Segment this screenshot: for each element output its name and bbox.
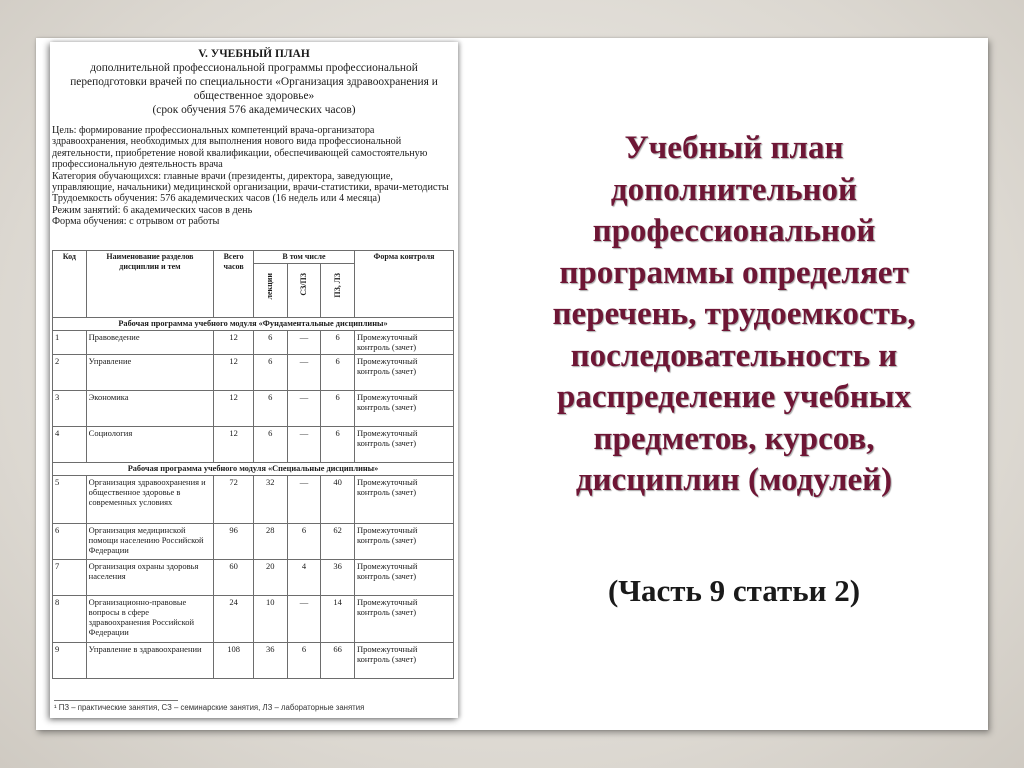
cell-seminars: — (287, 596, 321, 643)
module-title: Рабочая программа учебного модуля «Фундаментальные дисциплины» (53, 318, 454, 331)
cell-form: Промежуточный контроль (зачет) (354, 355, 453, 391)
table-row (53, 560, 454, 596)
footnote-divider (54, 700, 178, 701)
cell-code: 1 (53, 331, 87, 355)
cell-seminars: — (287, 391, 321, 427)
cell-total: 24 (214, 596, 254, 643)
cell-total: 12 (214, 427, 254, 463)
cell-seminars: 6 (287, 524, 321, 560)
main-text-line: предметов, курсов, (593, 420, 875, 457)
slide (36, 38, 988, 730)
meta-line: деятельности, приобретение новой квалификации, обеспечивающей самостоятельную (52, 147, 428, 159)
cell-seminars: 6 (287, 643, 321, 679)
table-row (53, 596, 454, 643)
cell-total: 12 (214, 355, 254, 391)
document-duration: (срок обучения 576 академических часов) (152, 104, 356, 116)
main-text-line: перечень, трудоемкость, (552, 296, 916, 332)
document-title-line: дополнительной профессиональной программы профессиональной (90, 62, 418, 74)
table-row (53, 476, 454, 524)
table-row (53, 355, 454, 391)
col-sub-header: ПЗ, ЛЗ (321, 264, 355, 318)
table-row (53, 524, 454, 560)
col-code-header: Код (53, 251, 87, 318)
meta-line: здравоохранения, необходимых для выполнения нового вида профессиональной (52, 136, 402, 148)
cell-code: 5 (53, 476, 87, 524)
cell-form: Промежуточный контроль (зачет) (354, 596, 453, 643)
cell-code: 4 (53, 427, 87, 463)
cell-practice: 14 (321, 596, 355, 643)
cell-code: 3 (53, 391, 87, 427)
cell-lectures: 10 (253, 596, 287, 643)
cell-practice: 36 (321, 560, 355, 596)
cell-name: Организационно-правовые вопросы в сфере здравоохранения Российской Федерации (86, 596, 214, 643)
cell-name: Организация здравоохранения и общественное здоровье в современных условиях (86, 476, 214, 524)
cell-lectures: 6 (253, 427, 287, 463)
cell-name: Экономика (86, 391, 214, 427)
meta-line: управляющие, начальники) медицинской организации, врачи-статистики, врачи-методисты (52, 182, 449, 194)
cell-form: Промежуточный контроль (зачет) (354, 643, 453, 679)
cell-seminars: — (287, 331, 321, 355)
slide-reference: (Часть 9 статьи 2) (607, 573, 861, 608)
cell-seminars: — (287, 355, 321, 391)
main-text-line: последовательность и (570, 337, 898, 374)
cell-lectures: 28 (253, 524, 287, 560)
main-text-line: дисциплин (модулей) (575, 462, 893, 498)
module-title: Рабочая программа учебного модуля «Специальные дисциплины» (53, 463, 454, 476)
main-text-line: Учебный план (624, 130, 844, 166)
cell-code: 7 (53, 560, 87, 596)
cell-seminars: 4 (287, 560, 321, 596)
col-total-header: Всего часов (214, 251, 254, 318)
cell-code: 9 (53, 643, 87, 679)
cell-seminars: — (287, 476, 321, 524)
cell-form: Промежуточный контроль (зачет) (354, 427, 453, 463)
table-row (53, 427, 454, 463)
cell-practice: 6 (321, 331, 355, 355)
cell-practice: 6 (321, 355, 355, 391)
cell-practice: 40 (321, 476, 355, 524)
cell-code: 8 (53, 596, 87, 643)
meta-line: Режим занятий: 6 академических часов в день (52, 204, 253, 216)
cell-name: Управление (86, 355, 214, 391)
main-text-line: профессиональной (592, 213, 876, 249)
cell-name: Социология (86, 427, 214, 463)
footnote: ¹ ПЗ – практические занятия, СЗ – семинарские занятия, ЛЗ – лабораторные занятия (54, 703, 365, 712)
cell-total: 108 (214, 643, 254, 679)
document-title-line: переподготовки врачей по специальности «Организация здравоохранения и (70, 76, 438, 88)
table-header-row (53, 251, 454, 264)
col-form-header: Форма контроля (354, 251, 453, 318)
cell-code: 2 (53, 355, 87, 391)
cell-practice: 6 (321, 427, 355, 463)
meta-line: профессиональную деятельность врача (52, 159, 223, 171)
cell-form: Промежуточный контроль (зачет) (354, 524, 453, 560)
meta-line: Трудоемкость обучения: 576 академических часов (16 недель или 4 месяца) (52, 193, 381, 205)
cell-name: Правоведение (86, 331, 214, 355)
cell-total: 96 (214, 524, 254, 560)
main-text-line: распределение учебных (556, 379, 912, 415)
table-row (53, 643, 454, 679)
main-text-line: программы определяет (559, 254, 909, 291)
meta-line: Форма обучения: с отрывом от работы (52, 216, 220, 228)
document-heading: V. УЧЕБНЫЙ ПЛАН (198, 48, 310, 60)
main-text-line: дополнительной (610, 171, 858, 208)
col-name-header: Наименование разделов дисциплин и тем (86, 251, 214, 318)
col-sub-header: СЗ/ПЗ (287, 264, 321, 318)
cell-lectures: 6 (253, 355, 287, 391)
table-row (53, 331, 454, 355)
curriculum-table (52, 250, 454, 679)
cell-name: Организация медицинской помощи населению Российской Федерации (86, 524, 214, 560)
col-sub-header: лекции (253, 264, 287, 318)
cell-code: 6 (53, 524, 87, 560)
cell-lectures: 6 (253, 331, 287, 355)
module-title-row (53, 318, 454, 331)
cell-form: Промежуточный контроль (зачет) (354, 391, 453, 427)
meta-line: Категория обучающихся: главные врачи (президенты, директора, заведующие, (52, 170, 393, 182)
cell-total: 72 (214, 476, 254, 524)
cell-form: Промежуточный контроль (зачет) (354, 560, 453, 596)
scanned-document (50, 42, 458, 718)
cell-practice: 62 (321, 524, 355, 560)
cell-total: 12 (214, 391, 254, 427)
cell-form: Промежуточный контроль (зачет) (354, 476, 453, 524)
document-title-line: общественное здоровье» (193, 90, 315, 102)
cell-lectures: 36 (253, 643, 287, 679)
col-incl-header: В том числе (253, 251, 354, 264)
cell-lectures: 20 (253, 560, 287, 596)
table-row (53, 391, 454, 427)
cell-form: Промежуточный контроль (зачет) (354, 331, 453, 355)
document-header (50, 42, 458, 117)
cell-practice: 66 (321, 643, 355, 679)
cell-lectures: 6 (253, 391, 287, 427)
cell-practice: 6 (321, 391, 355, 427)
module-title-row (53, 463, 454, 476)
cell-total: 60 (214, 560, 254, 596)
cell-total: 12 (214, 331, 254, 355)
cell-lectures: 32 (253, 476, 287, 524)
cell-name: Управление в здравоохранении (86, 643, 214, 679)
cell-seminars: — (287, 427, 321, 463)
document-meta (50, 117, 458, 228)
cell-name: Организация охраны здоровья населения (86, 560, 214, 596)
meta-line: Цель: формирование профессиональных компетенций врача-организатора (52, 125, 375, 136)
table-body (53, 318, 454, 679)
slide-main-text (514, 128, 954, 502)
